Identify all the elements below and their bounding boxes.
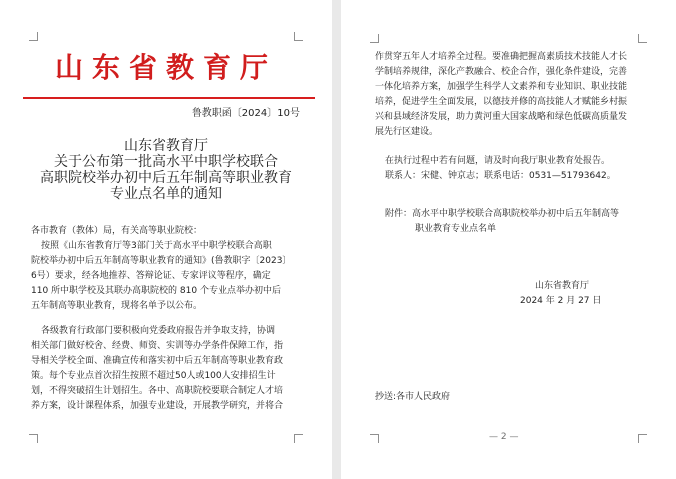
addressee: 各市教育（教体）局，有关高等职业院校： [31,226,203,236]
document-page-left [0,0,332,479]
signature-issuer: 山东省教育厅 [535,281,590,291]
page-number: — 2 — [489,432,519,442]
red-divider [23,97,315,99]
body-line: 养方案，设计课程体系，加强专业建设，开展教学研究，并将合 [31,401,284,411]
title-line: 山东省教育厅 [124,138,208,154]
body-line: 一体化培养方案，加强学生科学人文素养和专业知识、职业技能 [375,82,628,92]
body-line: 策。每个专业点首次招生按照不超过50人或100人安排招生计 [31,371,276,381]
body-paragraph-2 [31,324,283,414]
document-page-right [341,0,676,479]
body-line: 作贯穿五年人才培养全过程。要准确把握高素质技术技能人才长 [375,52,628,62]
body-line: 展先行区建设。 [375,127,439,137]
crop-mark [294,32,303,41]
body-line: 院校举办初中后五年制高等职业教育的通知》(鲁教职字〔2023〕 [31,256,292,266]
crop-mark [29,32,38,41]
crop-mark [29,434,38,443]
title-line: 高职院校举办初中后五年制高等职业教育 [40,170,292,186]
document-number: 鲁教职函〔2024〕10号 [191,108,300,119]
body-line: 划，不得突破招生计划招生。各中、高职院校要联合制定人才培 [31,386,284,396]
body-line: 相关部门做好校舍、经费、师资、实训等办学条件保障工作，指 [31,341,284,351]
title-line: 专业点名单的通知 [110,186,222,202]
body-line: 学制培养规律，深化产教融合、校企合作，强化条件建设，完善 [375,67,628,77]
body-line: 五年制高等职业教育，现将名单予以公布。 [31,301,203,311]
red-masthead: 山东省教育厅 [54,51,277,84]
title-line: 关于公布第一批高水平中职学校联合 [54,154,278,170]
body-line: 6号）要求，经各地推荐、答辩论证、专家评议等程序，确定 [31,271,271,281]
attachment-line: 附件：高水平中职学校联合高职院校举办初中后五年制高等 [385,209,620,219]
contact-line: 联系人：宋健、钟京志；联系电话：0531—51793642。 [385,171,616,181]
attachment-line: 职业教育专业点名单 [415,224,497,234]
body-line: 各级教育行政部门要积极向党委政府报告并争取支持，协调 [41,326,276,336]
body-line: 培养，促进学生全面发展，以德技并修的高技能人才赋能乡村振 [375,97,628,107]
crop-mark [370,34,379,43]
crop-mark [294,434,303,443]
body-paragraph-1 [31,239,291,314]
body-line: 按照《山东省教育厅等3部门关于高水平中职学校联合高职 [41,241,272,251]
contact-line: 在执行过程中若有问题，请及时向我厅职业教育处报告。 [385,156,611,166]
contact-section [385,154,616,184]
notice-title [0,138,332,202]
copy-to: 抄送:各市人民政府 [375,392,451,402]
body-line: 110 所中职学校及其联办高职院校的 810 个专业点举办初中后 [31,286,281,296]
body-line: 兴和县域经济发展，助力黄河重大国家战略和绿色低碳高质量发 [375,112,628,122]
crop-mark [370,434,379,443]
attachment-section [385,207,619,237]
body-line: 导相关学校全面、准确宣传和落实初中后五年制高等职业教育政 [31,356,284,366]
crop-mark [638,434,647,443]
continuation-paragraph [375,50,627,140]
crop-mark [638,34,647,43]
signature-date: 2024 年 2 月 27 日 [520,296,602,306]
